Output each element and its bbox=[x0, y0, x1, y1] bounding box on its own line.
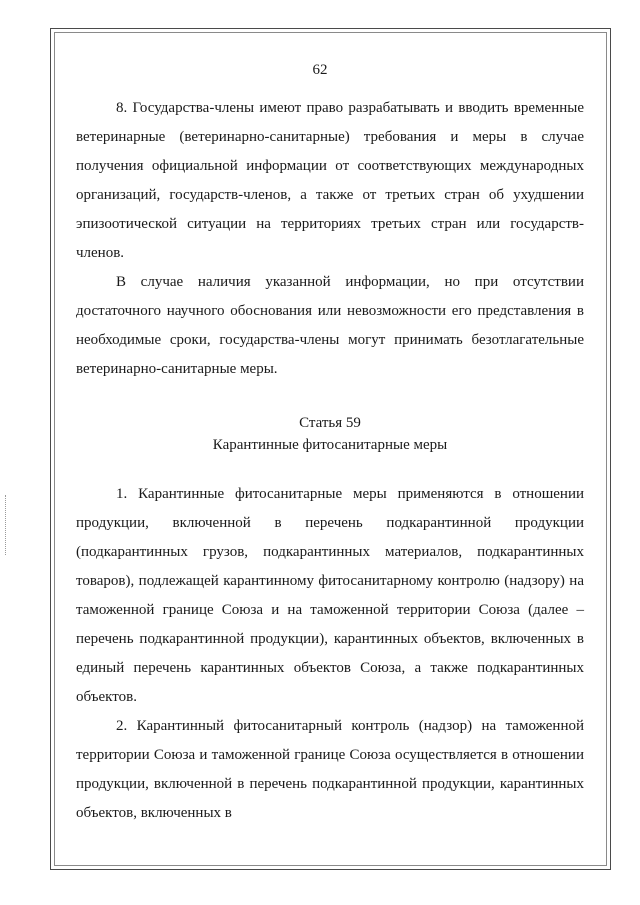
paragraph-8: 8. Государства-члены имеют право разрабатывать и вводить временные ветеринарные (ветеринарно-санитарные) требования и меры в случае получения официальной информации от соответствующих международных организаций, государств-членов, а также от третьих стран об ухудшении эпизоотической ситуации на территориях третьих стран или государств-членов. bbox=[76, 100, 584, 261]
article-title: Карантинные фитосанитарные меры bbox=[212, 437, 448, 453]
article-number: Статья 59 bbox=[299, 415, 361, 431]
article-heading bbox=[76, 412, 584, 456]
document-body bbox=[76, 94, 584, 828]
binding-mark bbox=[5, 495, 7, 555]
paragraph-8-continuation: В случае наличия указанной информации, но при отсутствии достаточного научного обоснования или невозможности его представления в необходимые сроки, государства-члены могут принимать безотлагательные ветеринарно-санитарные меры. bbox=[76, 274, 584, 377]
paragraph-2: 2. Карантинный фитосанитарный контроль (надзор) на таможенной территории Союза и таможенной границе Союза осуществляется в отношении продукции, включенной в перечень подкарантинной продукции, карантинных объектов, включенных в bbox=[76, 718, 584, 821]
page-number: 62 bbox=[312, 62, 328, 78]
paragraph-1: 1. Карантинные фитосанитарные меры применяются в отношении продукции, включенной в перечень подкарантинной продукции (подкарантинных грузов, подкарантинных материалов, подкарантинных товаров), подлежащей карантинному фитосанитарному контролю (надзору) на таможенной границе Союза и на таможенной территории Союза (далее – перечень подкарантинной продукции), карантинных объектов, включенных в единый перечень карантинных объектов Союза, а также подкарантинных объектов. bbox=[76, 486, 584, 705]
